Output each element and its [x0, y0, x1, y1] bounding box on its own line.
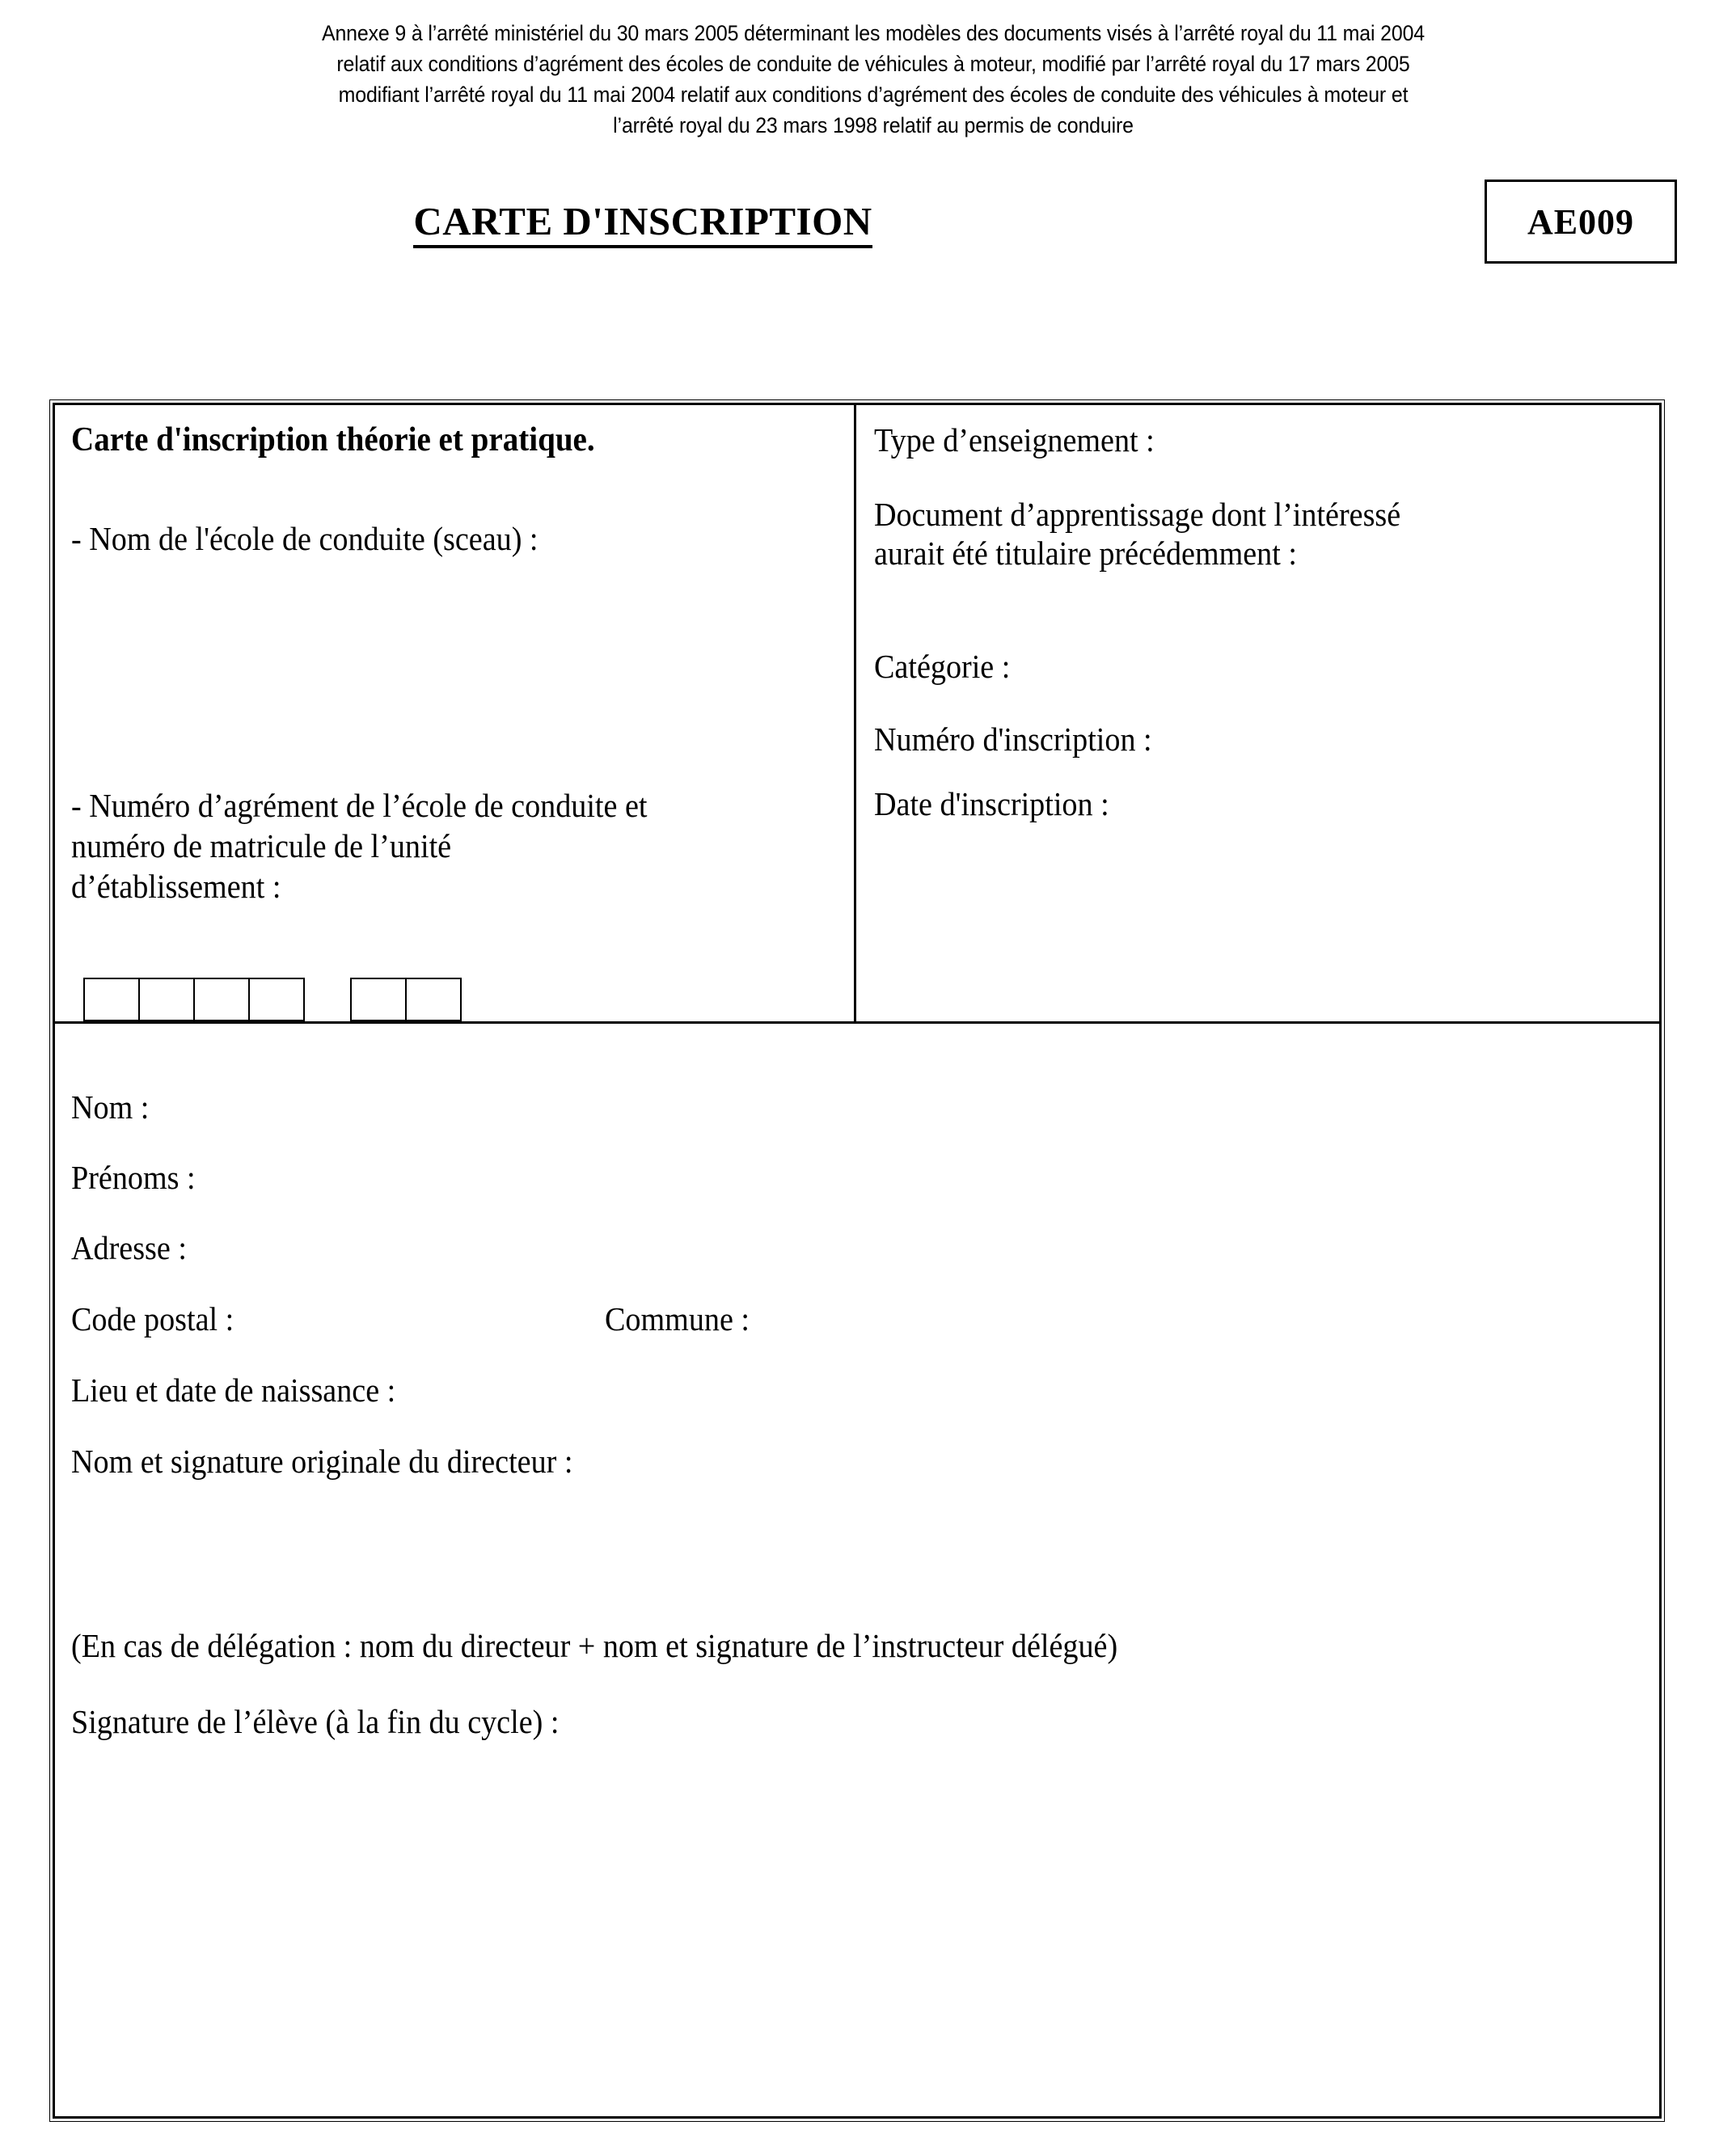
approval-number-label-line1: - Numéro d’agrément de l’école de conduite et — [71, 787, 648, 824]
student-name-label: Nom : — [71, 1088, 150, 1126]
inscription-form-table — [53, 403, 1662, 2119]
teaching-info-cell — [856, 405, 1662, 1021]
unit-matricule-box[interactable] — [350, 978, 407, 1021]
postal-code-label: Code postal : — [71, 1300, 234, 1337]
unit-matricule-box[interactable] — [405, 978, 462, 1021]
prior-document-label-line1: Document d’apprentissage dont l’intéressé — [874, 496, 1401, 533]
delegation-note: (En cas de délégation : nom du directeur + nom et signature de l’instructeur délégué) — [71, 1627, 1118, 1664]
school-info-cell — [55, 405, 856, 1021]
approval-number-box[interactable] — [138, 978, 195, 1021]
approval-number-box[interactable] — [248, 978, 305, 1021]
form-top-row — [55, 405, 1659, 1021]
page-title — [0, 198, 1286, 244]
approval-number-label-line3: d’établissement : — [71, 868, 281, 905]
legal-notice-line-1: Annexe 9 à l’arrêté ministériel du 30 mars 2005 déterminant les modèles des documents visés à l’arrêté royal du 11 mai 2004 — [321, 21, 1426, 45]
birth-place-date-label: Lieu et date de naissance : — [71, 1371, 396, 1409]
legal-notice-header — [120, 18, 1625, 141]
registration-number-label: Numéro d'inscription : — [874, 720, 1152, 758]
school-name-label: - Nom de l'école de conduite (sceau) : — [71, 520, 539, 557]
teaching-type-label: Type d’enseignement : — [874, 421, 1155, 458]
approval-number-label-line2: numéro de matricule de l’unité — [71, 827, 452, 864]
approval-number-box[interactable] — [193, 978, 250, 1021]
registration-date-label: Date d'inscription : — [874, 785, 1109, 822]
category-label: Catégorie : — [874, 648, 1011, 685]
unit-matricule-boxes — [350, 978, 460, 1021]
matricule-boxes-group — [83, 977, 460, 1021]
legal-notice-line-3: modifiant l’arrêté royal du 11 mai 2004 relatif aux conditions d’agrément des écoles de conduite des véhicules à moteur et — [338, 82, 1409, 107]
prior-document-label-line2: aurait été titulaire précédemment : — [874, 535, 1297, 572]
director-signature-label: Nom et signature originale du directeur : — [71, 1443, 573, 1480]
student-signature-label: Signature de l’élève (à la fin du cycle) : — [71, 1703, 560, 1740]
legal-notice-line-2: relatif aux conditions d’agrément des écoles de conduite de véhicules à moteur, modifié par l’arrêté royal du 17 mars 2005 — [336, 52, 1410, 76]
postal-commune-row — [71, 1299, 1607, 1339]
approval-number-box[interactable] — [83, 978, 140, 1021]
legal-notice-line-4: l’arrêté royal du 23 mars 1998 relatif au permis de conduire — [613, 113, 1134, 137]
document-code-box — [1485, 180, 1677, 264]
approval-number-boxes — [83, 978, 303, 1021]
commune-label: Commune : — [605, 1300, 750, 1337]
student-firstnames-label: Prénoms : — [71, 1159, 196, 1196]
document-code-text: AE009 — [1527, 201, 1635, 242]
page-title-text: CARTE D'INSCRIPTION — [413, 199, 872, 248]
student-address-label: Adresse : — [71, 1229, 187, 1266]
school-cell-heading: Carte d'inscription théorie et pratique. — [71, 421, 595, 458]
student-info-cell — [55, 1024, 1659, 2116]
